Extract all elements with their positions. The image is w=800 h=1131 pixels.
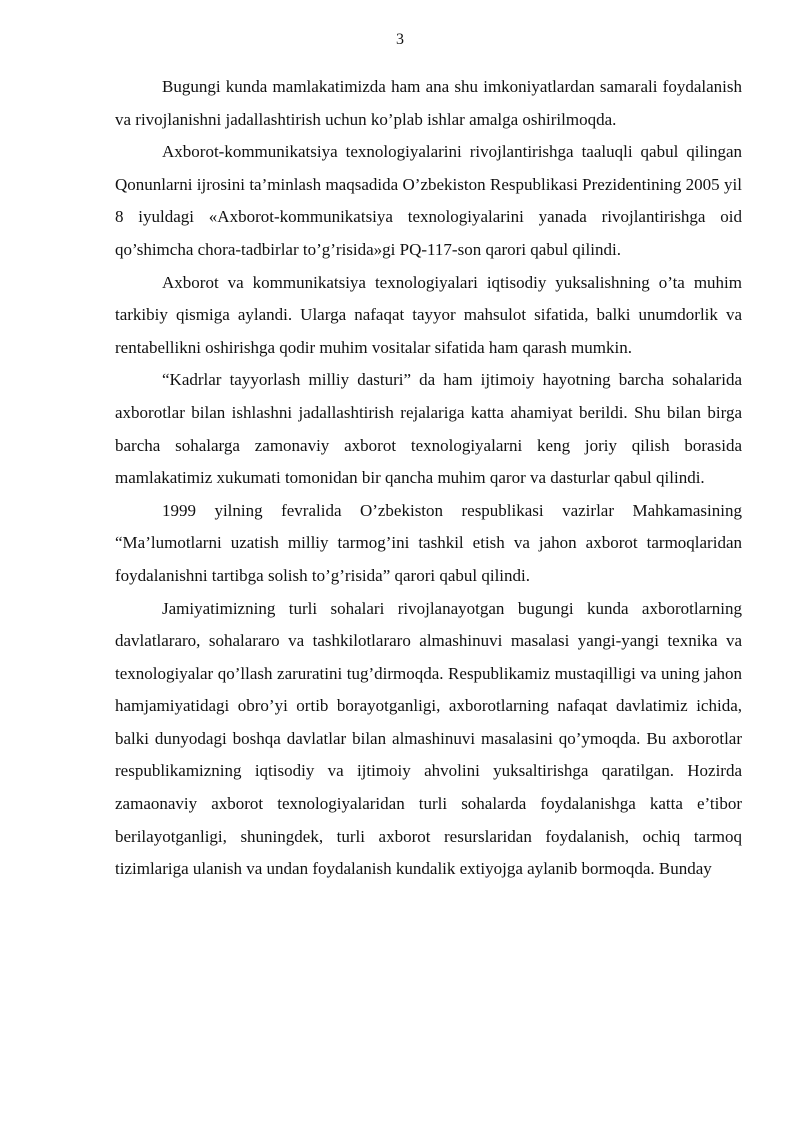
paragraph: 1999 yilning fevralida O’zbekiston respublikasi vazirlar Mahkamasining “Ma’lumotlarni uzatish milliy tarmog’ini tashkil etish va jahon axborot tarmoqlaridan foydalanishni tartibga solish to’g’risida” qarori qabul qilindi.	[115, 500, 742, 585]
document-body	[115, 71, 742, 886]
paragraph: Axborot-kommunikatsiya texnologiyalarini rivojlantirishga taaluqli qabul qilingan Qonunlarni ijrosini ta’minlash maqsadida O’zbekiston Respublikasi Prezidentining 2005 yil 8 iyuldagi «Axborot-kommunikatsiya texnologiyalarini yanada rivojlantirishga oid qo’shimcha chora-tadbirlar to’g’risida»gi PQ-117-son qarori qabul qilindi.	[115, 142, 742, 259]
page-number: 3	[396, 31, 404, 48]
paragraph: Bugungi kunda mamlakatimizda ham ana shu imkoniyatlardan samarali foydalanish va rivojlanishni jadallashtirish uchun ko’plab ishlar amalga oshirilmoqda.	[115, 77, 742, 129]
paragraph: Jamiyatimizning turli sohalari rivojlanayotgan bugungi kunda axborotlarning davlatlararo, sohalararo va tashkilotlararo almashinuvi masalasi yangi-yangi texnika va texnologiyalar qo’llash zaruratini tug’dirmoqda. Respublikamiz mustaqilligi va uning jahon hamjamiyatidagi obro’yi ortib borayotganligi, axborotlarning nafaqat davlatimiz ichida, balki dunyodagi boshqa davlatlar bilan almashinuvi masalasini qo’ymoqda. Bu axborotlar respublikamizning iqtisodiy va ijtimoiy ahvolini yuksaltirishga qaratilgan. Hozirda zamaonaviy axborot texnologiyalaridan turli sohalarda foydalanishga katta e’tibor berilayotganligi, shuningdek, turli axborot resurslaridan foydalanish, ochiq tarmoq tizimlariga ulanish va undan foydalanish kundalik extiyojga aylanib bormoqda. Bunday	[115, 598, 742, 879]
paragraph: Axborot va kommunikatsiya texnologiyalari iqtisodiy yuksalishning o’ta muhim tarkibiy qismiga aylandi. Ularga nafaqat tayyor mahsulot sifatida, balki unumdorlik va rentabellikni oshirishga qodir muhim vositalar sifatida ham qarash mumkin.	[115, 272, 742, 357]
paragraph: “Kadrlar tayyorlash milliy dasturi” da ham ijtimoiy hayotning barcha sohalarida axborotlar bilan ishlashni jadallashtirish rejalariga katta ahamiyat berildi. Shu bilan birga barcha sohalarga zamonaviy axborot texnologiyalarni keng joriy qilish borasida mamlakatimiz xukumati tomonidan bir qancha muhim qaror va dasturlar qabul qilindi.	[115, 370, 742, 488]
